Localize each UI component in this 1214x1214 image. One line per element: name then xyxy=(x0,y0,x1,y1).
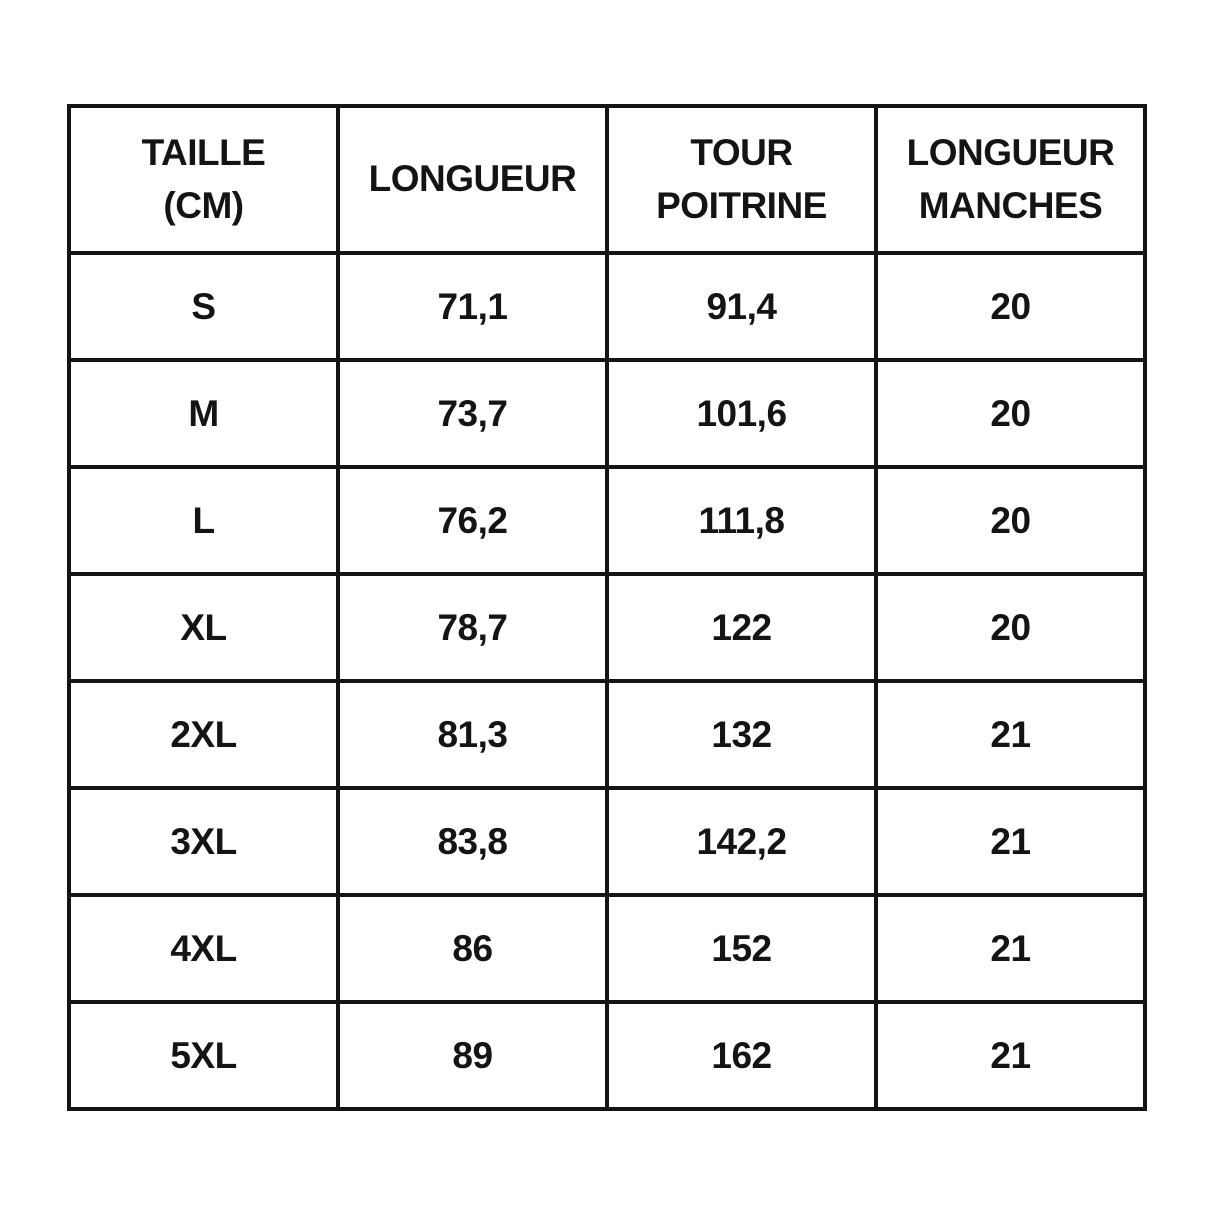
tour-poitrine-value: 111,8 xyxy=(607,467,876,574)
header-cell-tour-poitrine: TOUR POITRINE xyxy=(607,106,876,253)
size-label: 4XL xyxy=(69,895,338,1002)
longueur-value: 89 xyxy=(338,1002,607,1109)
table-row-3xl xyxy=(69,788,1145,895)
size-label: 3XL xyxy=(69,788,338,895)
longueur-manches-value: 20 xyxy=(876,574,1145,681)
header-cell-longueur: LONGUEUR xyxy=(338,106,607,253)
size-label: S xyxy=(69,253,338,360)
table-row-5xl xyxy=(69,1002,1145,1109)
size-label: 2XL xyxy=(69,681,338,788)
table-row-m xyxy=(69,360,1145,467)
size-chart-header xyxy=(69,106,1145,253)
size-chart-table xyxy=(67,104,1147,1111)
header-row xyxy=(69,106,1145,253)
header-cell-taille: TAILLE (CM) xyxy=(69,106,338,253)
longueur-value: 86 xyxy=(338,895,607,1002)
longueur-manches-value: 20 xyxy=(876,360,1145,467)
longueur-manches-value: 21 xyxy=(876,681,1145,788)
table-row-4xl xyxy=(69,895,1145,1002)
longueur-value: 73,7 xyxy=(338,360,607,467)
longueur-manches-value: 20 xyxy=(876,467,1145,574)
longueur-value: 81,3 xyxy=(338,681,607,788)
longueur-value: 76,2 xyxy=(338,467,607,574)
longueur-value: 83,8 xyxy=(338,788,607,895)
header-cell-longueur-manches: LONGUEUR MANCHES xyxy=(876,106,1145,253)
table-row-l xyxy=(69,467,1145,574)
longueur-manches-value: 21 xyxy=(876,895,1145,1002)
size-label: M xyxy=(69,360,338,467)
size-label: L xyxy=(69,467,338,574)
tour-poitrine-value: 142,2 xyxy=(607,788,876,895)
size-label: XL xyxy=(69,574,338,681)
longueur-manches-value: 20 xyxy=(876,253,1145,360)
table-row-2xl xyxy=(69,681,1145,788)
tour-poitrine-value: 132 xyxy=(607,681,876,788)
longueur-manches-value: 21 xyxy=(876,788,1145,895)
tour-poitrine-value: 101,6 xyxy=(607,360,876,467)
longueur-value: 78,7 xyxy=(338,574,607,681)
size-chart-body xyxy=(69,253,1145,1109)
longueur-value: 71,1 xyxy=(338,253,607,360)
table-row-s xyxy=(69,253,1145,360)
table-row-xl xyxy=(69,574,1145,681)
size-chart-container xyxy=(67,104,1147,1108)
size-label: 5XL xyxy=(69,1002,338,1109)
tour-poitrine-value: 91,4 xyxy=(607,253,876,360)
tour-poitrine-value: 162 xyxy=(607,1002,876,1109)
tour-poitrine-value: 122 xyxy=(607,574,876,681)
tour-poitrine-value: 152 xyxy=(607,895,876,1002)
longueur-manches-value: 21 xyxy=(876,1002,1145,1109)
